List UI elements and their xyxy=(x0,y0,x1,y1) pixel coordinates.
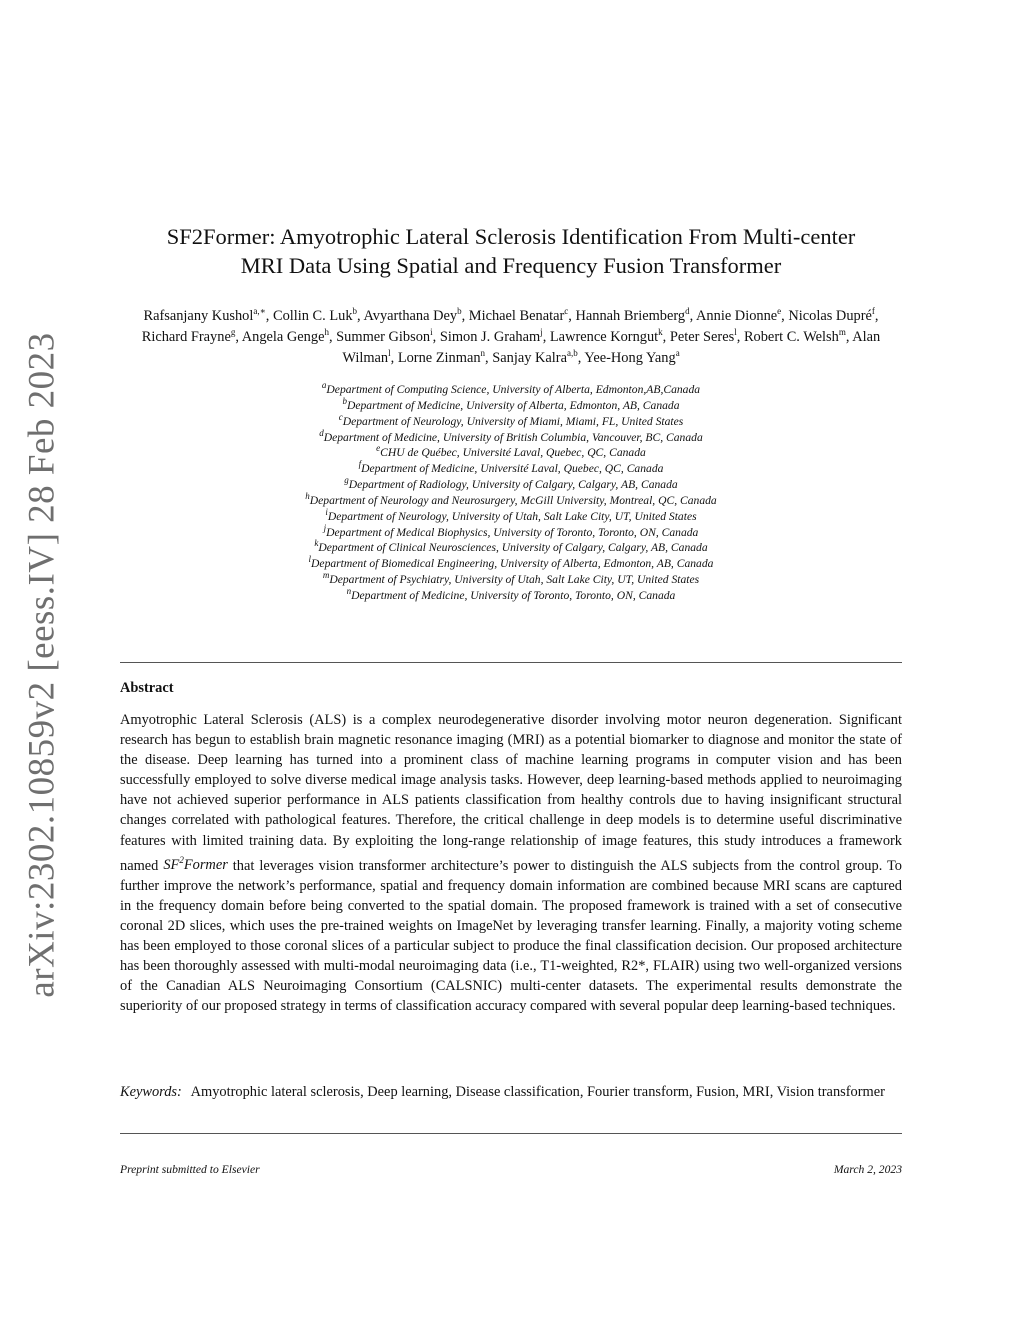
author-affiliation-marker: e xyxy=(777,306,782,317)
affiliation-line xyxy=(120,461,902,477)
author-affiliation-marker: n xyxy=(480,348,486,359)
author-affiliation-marker: d xyxy=(685,306,690,317)
author-name: Summer Gibson xyxy=(336,329,431,345)
author-name: Richard Frayne xyxy=(141,329,231,345)
author-affiliation-marker: j xyxy=(540,327,543,338)
affiliation-line xyxy=(120,411,902,430)
affiliation-key: d xyxy=(319,427,324,438)
preprint-note: Preprint submitted to Elsevier xyxy=(120,1163,260,1176)
author-name: Michael Benatar xyxy=(468,308,565,324)
author xyxy=(142,329,236,345)
affiliation-key: e xyxy=(376,443,381,454)
author-list: Rafsanjany Kushol$^{a,∗}$, Collin C. Luk$^b$, Avyarthana Dey$^b$, Michael Benatar$^c$, Hannah Briemberg$^d$, Annie Dionne$^e$, Nicolas Dupré$^f$, Richard Frayne$^g$, Angela Genge$^h$, Summer Gibson$^i$, Simon J. Graham$^j$, Lawrence Korngut$^k$, Peter Seres$^l$, Robert C. Welsh$^m$, Alan Wilman$^l$, Lorne Zinman$^n$, Sanjay Kalra$^{a,b}$, Yee-Hong Yang$^a$ xyxy=(141,306,881,366)
affiliation-key: k xyxy=(314,538,319,549)
affiliation-line xyxy=(120,382,902,398)
author-name: Rafsanjany Kushol xyxy=(143,308,254,324)
author-affiliation-marker: a,b xyxy=(566,348,578,359)
author-affiliation-marker: m xyxy=(838,327,846,338)
title-line: SF2Former: Amyotrophic Lateral Sclerosis Identification From Multi-center xyxy=(166,224,856,249)
top-divider xyxy=(120,662,902,663)
affiliation-text: Department of Neurology and Neurosurgery, McGill University, Montreal, QC, Canada xyxy=(309,493,717,507)
author-affiliation-marker: f xyxy=(871,306,875,317)
author-affiliation-marker: a,∗ xyxy=(253,306,266,317)
affiliation-text: Department of Medicine, University of Toronto, Toronto, ON, Canada xyxy=(351,588,676,602)
author-affiliation-marker: l xyxy=(388,348,391,359)
title-line: MRI Data Using Spatial and Frequency Fusion Transformer xyxy=(240,253,782,278)
author xyxy=(273,308,357,324)
author xyxy=(584,350,679,366)
affiliation-key: m xyxy=(322,570,330,581)
affiliation-key: h xyxy=(305,491,310,502)
author-name: Angela Genge xyxy=(241,329,325,345)
affiliation-text: Department of Computing Science, University of Alberta, Edmonton,AB,Canada xyxy=(326,383,701,396)
keywords-label: Keywords: xyxy=(120,1084,182,1100)
author xyxy=(492,350,577,366)
keywords xyxy=(120,1082,902,1102)
arxiv-identifier-stamp: arXiv:2302.10859v2 [eess.IV] 28 Feb 2023 xyxy=(21,332,63,998)
affiliation-key: g xyxy=(344,475,349,486)
author xyxy=(744,329,846,345)
affiliation-text: Department of Neurology, University of Miami, Miami, FL, United States xyxy=(342,414,684,428)
author xyxy=(670,329,737,345)
keywords-text: Amyotrophic lateral sclerosis, Deep learning, Disease classification, Fourier transform, Fusion, MRI, Vision transformer xyxy=(190,1084,885,1100)
model-name-formula: $SF^2Former$ xyxy=(163,855,228,874)
affiliation-text: Department of Radiology, University of Calgary, Calgary, AB, Canada xyxy=(348,478,678,492)
affiliation-line xyxy=(120,506,902,525)
affiliation-text: Department of Medical Biophysics, University of Toronto, Toronto, ON, Canada xyxy=(326,525,699,539)
affiliation-list xyxy=(120,382,902,604)
abstract-text-part: Amyotrophic Lateral Sclerosis (ALS) is a complex neurodegenerative disorder involving motor neuron degeneration. Significant research has begun to establish brain magnetic resonance imaging (MRI) as a potential biomarker to diagnose and monitor the state of the disease. Deep learning has turned into a prominent class of machine learning programs in computer vision and has been successfully employed to solve diverse medical image analysis tasks. However, deep learning-based methods applied to neuroimaging have not achieved superior performance in ALS patients classification from healthy controls due to having insignificant structural changes correlated with pathological features. Therefore, the critical challenge in deep models is to determine useful discriminative features with limited training data. By exploiting the long-range relationship of image features, this study introduces a framework named xyxy=(120,712,902,874)
author-name: Sanjay Kalra xyxy=(492,350,567,366)
author-name: Lorne Zinman xyxy=(397,350,481,366)
author-name: Collin C. Luk xyxy=(272,308,353,324)
author xyxy=(398,350,485,366)
author-affiliation-marker: l xyxy=(734,327,737,338)
author xyxy=(469,308,569,324)
author-name: Yee-Hong Yang xyxy=(584,350,676,366)
affiliation-line xyxy=(120,477,902,493)
author-name: Alan Wilman xyxy=(342,329,881,366)
affiliation-key: l xyxy=(308,554,312,565)
author-affiliation-marker: k xyxy=(658,327,663,338)
affiliation-text: Department of Biomedical Engineering, University of Alberta, Edmonton, AB, Canada xyxy=(311,557,714,571)
author xyxy=(550,329,663,345)
author-affiliation-marker: b xyxy=(352,306,358,317)
affiliation-text: Department of Clinical Neurosciences, University of Calgary, Calgary, AB, Canada xyxy=(318,541,708,555)
affiliation-line xyxy=(120,395,902,414)
affiliation-line xyxy=(120,540,902,556)
footer-date: March 2, 2023 xyxy=(833,1163,902,1176)
author-affiliation-marker: b xyxy=(457,306,462,317)
author-name: Annie Dionne xyxy=(696,308,778,324)
affiliation-key: b xyxy=(342,395,347,406)
abstract-body xyxy=(120,710,902,1016)
affiliation-key: n xyxy=(346,586,352,597)
abstract-text-part: that leverages vision transformer architecture’s power to distinguish the ALS subjects from the control group. To further improve the network’s performance, spatial and frequency domain information are combined because MRI scans are captured in the frequency domain before being converted to the spatial domain. The proposed framework is trained with a set of consecutive coronal 2D slices, which uses the pre-trained weights on ImageNet by leveraging transfer learning. Finally, a majority voting scheme has been employed to those coronal slices of a particular subject to produce the final classification decision. Our proposed architecture has been thoroughly assessed with multi-modal neuroimaging data (i.e., T1-weighted, R2*, FLAIR) using two well-organized versions of the Canadian ALS Neuroimaging Consortium (CALSNIC) multi-center datasets. The experimental results demonstrate the superiority of our proposed strategy in terms of classification accuracy compared with several popular deep learning-based techniques. xyxy=(120,857,902,1015)
affiliation-key: a xyxy=(321,380,327,391)
abstract-heading: Abstract xyxy=(120,680,174,696)
paper-title xyxy=(120,222,902,280)
author-affiliation-marker: g xyxy=(230,327,236,338)
affiliation-text: Department of Medicine, University of British Columbia, Vancouver, BC, Canada xyxy=(323,430,703,444)
affiliation-text: Department of Neurology, University of Utah, Salt Lake City, UT, United States xyxy=(327,509,697,523)
author-name: Robert C. Welsh xyxy=(743,329,839,345)
author xyxy=(788,308,875,324)
affiliation-text: CHU de Québec, Université Laval, Quebec, QC, Canada xyxy=(380,446,646,460)
affiliation-text: Department of Medicine, Université Laval, Quebec, QC, Canada xyxy=(361,462,664,476)
author-name: Hannah Briemberg xyxy=(575,308,686,324)
author xyxy=(440,329,543,345)
affiliation-line xyxy=(120,556,902,572)
author-name: Lawrence Korngut xyxy=(549,329,659,345)
affiliation-key: c xyxy=(338,411,343,422)
author xyxy=(143,308,265,324)
author xyxy=(336,329,432,345)
author-affiliation-marker: i xyxy=(430,327,433,338)
affiliation-line xyxy=(120,427,902,446)
affiliation-key: i xyxy=(325,506,328,517)
author-name: Peter Seres xyxy=(669,329,735,345)
author xyxy=(242,329,329,345)
affiliation-line xyxy=(120,522,902,541)
author-name: Simon J. Graham xyxy=(439,329,541,345)
affiliation-key: f xyxy=(358,459,362,470)
author-affiliation-marker: c xyxy=(564,306,569,317)
affiliation-key: j xyxy=(323,522,327,533)
author xyxy=(696,308,781,324)
author-affiliation-marker: a xyxy=(675,348,680,359)
author-name: Nicolas Dupré xyxy=(788,308,872,324)
affiliation-line xyxy=(120,445,902,461)
affiliation-text: Department of Psychiatry, University of Utah, Salt Lake City, UT, United States xyxy=(329,573,700,587)
affiliation-text: Department of Medicine, University of Alberta, Edmonton, AB, Canada xyxy=(346,398,680,412)
author-name: Avyarthana Dey xyxy=(363,308,458,324)
author-affiliation-marker: h xyxy=(324,327,329,338)
affiliation-line xyxy=(120,572,902,588)
bottom-divider xyxy=(120,1133,902,1134)
author xyxy=(363,308,461,324)
affiliation-line xyxy=(120,588,902,604)
author xyxy=(575,308,689,324)
affiliation-line xyxy=(120,493,902,509)
